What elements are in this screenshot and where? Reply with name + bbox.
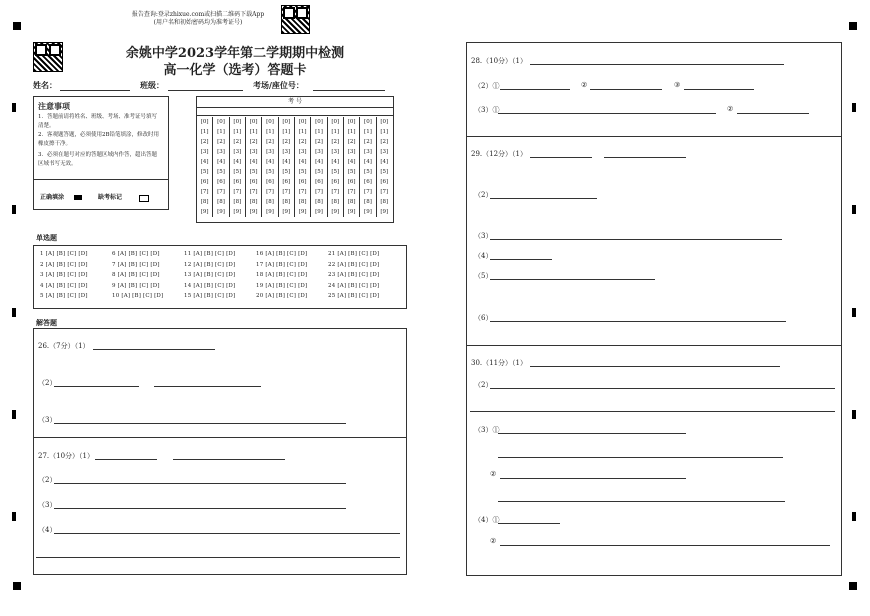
exam-digit-bubble[interactable]: [8]: [278, 197, 294, 207]
answer-line[interactable]: [500, 478, 686, 479]
top-note-line1: 报告查询:登录zhixue.com或扫描二维码下载App: [131, 11, 265, 18]
q30-3: （3）①: [474, 426, 500, 434]
exam-digit-bubble[interactable]: [8]: [213, 197, 229, 207]
exam-digit-bubble[interactable]: [0]: [213, 117, 229, 127]
choice-item-3[interactable]: 3 [A] [B] [C] [D]: [40, 272, 88, 278]
exam-digit-bubble[interactable]: [3]: [294, 147, 310, 157]
exam-digit-bubble[interactable]: [8]: [200, 199, 209, 205]
qr-code-icon: [33, 42, 63, 72]
exam-digit-bubble[interactable]: [0]: [200, 119, 209, 125]
exam-digit-bubble[interactable]: [4]: [311, 157, 327, 167]
exam-digit-bubble[interactable]: [1]: [229, 127, 245, 137]
exam-number-grid: [196, 96, 394, 223]
answer-line[interactable]: [737, 113, 809, 114]
seat-field[interactable]: [313, 90, 385, 91]
exam-digit-bubble[interactable]: [0]: [262, 117, 278, 127]
exam-digit-bubble[interactable]: [9]: [327, 207, 343, 217]
answer-line[interactable]: [490, 259, 552, 260]
exam-digit-bubble[interactable]: [1]: [327, 127, 343, 137]
side-mark: [852, 308, 856, 317]
q26-title: 26.（7分）（1）: [38, 342, 90, 350]
q27-2: （2）: [38, 476, 57, 484]
choice-item-8[interactable]: 8 [A] [B] [C] [D]: [112, 272, 160, 278]
answer-line[interactable]: [54, 508, 346, 509]
exam-digit-bubble[interactable]: [7]: [229, 187, 245, 197]
exam-digit-bubble[interactable]: [5]: [327, 167, 343, 177]
q27-title: 27.（10分）（1）: [38, 452, 94, 460]
exam-digit-bubble[interactable]: [8]: [245, 197, 261, 207]
answer-line[interactable]: [500, 89, 570, 90]
class-field[interactable]: [168, 90, 243, 91]
side-mark: [852, 205, 856, 214]
choice-item-17[interactable]: 17 [A] [B] [C] [D]: [256, 261, 308, 268]
answer-line[interactable]: [498, 113, 716, 114]
choice-item-6[interactable]: 6 [A] [B] [C] [D]: [112, 251, 160, 257]
answer-box-right: [466, 42, 842, 576]
choice-item-20[interactable]: 20 [A] [B] [C] [D]: [256, 293, 308, 299]
corner-mark-top-left: [13, 22, 21, 30]
exam-digit-bubble[interactable]: [7]: [213, 187, 229, 197]
exam-digit-bubble[interactable]: [4]: [343, 157, 359, 167]
q29-3: （3）: [474, 232, 493, 240]
side-mark: [12, 205, 16, 214]
choice-item-19[interactable]: 19 [A] [B] [C] [D]: [256, 282, 308, 289]
q28-2c: ③: [674, 81, 681, 89]
exam-digit-bubble[interactable]: [2]: [278, 137, 294, 147]
exam-digit-bubble[interactable]: [3]: [245, 147, 261, 157]
exam-digit-bubble[interactable]: [8]: [360, 197, 376, 207]
side-mark: [12, 103, 16, 112]
correct-fill-sample: [74, 195, 82, 200]
q30-2: （2）: [474, 381, 493, 389]
correct-fill-label: 正确填涂: [40, 194, 65, 201]
answer-line[interactable]: [590, 89, 662, 90]
answer-line[interactable]: [490, 279, 655, 280]
exam-digit-bubble[interactable]: [9]: [213, 207, 229, 217]
exam-digit-bubble[interactable]: [7]: [245, 187, 261, 197]
class-label: 班级：: [140, 80, 164, 90]
name-label: 姓名：: [33, 80, 57, 90]
answer-line[interactable]: [490, 198, 597, 199]
choice-item-5[interactable]: 5 [A] [B] [C] [D]: [40, 293, 88, 299]
exam-digit-bubble[interactable]: [5]: [294, 167, 310, 177]
q28-3b: ②: [727, 105, 734, 113]
answer-line[interactable]: [93, 349, 215, 350]
exam-digit-bubble[interactable]: [7]: [343, 187, 359, 197]
choice-item-7[interactable]: 7 [A] [B] [C] [D]: [112, 261, 160, 268]
exam-number-bubbles[interactable]: [197, 117, 392, 217]
choice-item-15[interactable]: 15 [A] [B] [C] [D]: [184, 293, 236, 299]
answer-line[interactable]: [470, 411, 835, 412]
exam-digit-bubble[interactable]: [9]: [376, 207, 392, 217]
exam-digit-bubble[interactable]: [6]: [343, 177, 359, 187]
exam-digit-bubble[interactable]: [7]: [376, 187, 392, 197]
exam-digit-bubble[interactable]: [6]: [278, 177, 294, 187]
exam-digit-bubble[interactable]: [7]: [311, 187, 327, 197]
exam-digit-bubble[interactable]: [5]: [360, 167, 376, 177]
choice-item-21[interactable]: 21 [A] [B] [C] [D]: [328, 251, 380, 257]
exam-digit-bubble[interactable]: [7]: [262, 187, 278, 197]
q30-title: 30.（11分）（1）: [471, 359, 527, 367]
answer-line[interactable]: [498, 501, 785, 502]
exam-digit-bubble[interactable]: [5]: [278, 167, 294, 177]
exam-digit-bubble[interactable]: [4]: [278, 157, 294, 167]
exam-digit-bubble[interactable]: [3]: [229, 147, 245, 157]
choice-item-9[interactable]: 9 [A] [B] [C] [D]: [112, 282, 160, 289]
notice-title: 注意事项: [38, 101, 70, 111]
exam-digit-bubble[interactable]: [1]: [262, 127, 278, 137]
exam-digit-bubble[interactable]: [0]: [294, 117, 310, 127]
exam-digit-bubble[interactable]: [5]: [343, 167, 359, 177]
exam-digit-bubble[interactable]: [2]: [360, 137, 376, 147]
choice-answer-box: [33, 245, 407, 309]
answer-line[interactable]: [173, 459, 285, 460]
exam-digit-bubble[interactable]: [0]: [327, 117, 343, 127]
exam-digit-bubble[interactable]: [5]: [245, 167, 261, 177]
exam-digit-bubble[interactable]: [8]: [229, 197, 245, 207]
answer-line[interactable]: [154, 386, 261, 387]
exam-digit-bubble[interactable]: [3]: [327, 147, 343, 157]
exam-digit-bubble[interactable]: [3]: [311, 147, 327, 157]
exam-digit-bubble[interactable]: [7]: [294, 187, 310, 197]
side-mark: [12, 410, 16, 419]
answer-line[interactable]: [500, 545, 830, 546]
choice-item-2[interactable]: 2 [A] [B] [C] [D]: [40, 261, 88, 268]
answer-line[interactable]: [498, 433, 686, 434]
answer-line[interactable]: [530, 366, 780, 367]
seat-label: 考场/座位号：: [253, 80, 304, 90]
exam-digit-bubble[interactable]: [2]: [327, 137, 343, 147]
answer-line[interactable]: [604, 157, 686, 158]
exam-digit-bubble[interactable]: [4]: [245, 157, 261, 167]
exam-digit-bubble[interactable]: [0]: [245, 117, 261, 127]
exam-digit-bubble[interactable]: [2]: [200, 139, 209, 145]
exam-digit-bubble[interactable]: [7]: [278, 187, 294, 197]
choice-item-11[interactable]: 11 [A] [B] [C] [D]: [184, 251, 236, 257]
exam-digit-bubble[interactable]: [0]: [278, 117, 294, 127]
exam-digit-bubble[interactable]: [9]: [311, 207, 327, 217]
q26-3: （3）: [38, 416, 57, 424]
exam-digit-bubble[interactable]: [5]: [213, 167, 229, 177]
exam-digit-bubble[interactable]: [5]: [200, 169, 209, 175]
name-field[interactable]: [60, 90, 130, 91]
exam-digit-bubble[interactable]: [0]: [311, 117, 327, 127]
answer-line[interactable]: [54, 423, 346, 424]
exam-digit-bubble[interactable]: [3]: [213, 147, 229, 157]
exam-digit-bubble[interactable]: [8]: [376, 197, 392, 207]
exam-digit-bubble[interactable]: [6]: [213, 177, 229, 187]
q28-2: （2）①: [474, 82, 500, 90]
exam-digit-bubble[interactable]: [0]: [360, 117, 376, 127]
exam-digit-bubble[interactable]: [6]: [229, 177, 245, 187]
exam-digit-bubble[interactable]: [5]: [376, 167, 392, 177]
q29-4: （4）: [474, 252, 493, 260]
top-note: [118, 11, 278, 27]
q29-5: （5）: [474, 272, 493, 280]
choice-section-title: 单选题: [36, 233, 57, 242]
notice-item: 3．必须在题号对应的答题区域内作答，超出答题区域书写无效。: [38, 152, 158, 167]
exam-digit-bubble[interactable]: [3]: [376, 147, 392, 157]
notice-item: 1．答题前请将姓名、班级、考场、准考证号填写清楚。: [38, 114, 158, 129]
q30-4b: ②: [490, 537, 497, 545]
answer-line[interactable]: [498, 523, 560, 524]
answer-line[interactable]: [54, 483, 346, 484]
exam-digit-bubble[interactable]: [0]: [343, 117, 359, 127]
q27-4: （4）: [38, 526, 57, 534]
exam-digit-bubble[interactable]: [1]: [213, 127, 229, 137]
exam-digit-bubble[interactable]: [6]: [262, 177, 278, 187]
corner-mark-top-right: [849, 22, 857, 30]
choice-item-14[interactable]: 14 [A] [B] [C] [D]: [184, 282, 236, 289]
exam-digit-bubble[interactable]: [3]: [343, 147, 359, 157]
exam-digit-bubble[interactable]: [3]: [200, 149, 209, 155]
answer-line[interactable]: [530, 157, 592, 158]
exam-digit-bubble[interactable]: [8]: [327, 197, 343, 207]
side-mark: [12, 512, 16, 521]
answer-line[interactable]: [490, 388, 835, 389]
exam-digit-bubble[interactable]: [2]: [343, 137, 359, 147]
exam-digit-bubble[interactable]: [9]: [360, 207, 376, 217]
exam-digit-bubble[interactable]: [1]: [294, 127, 310, 137]
exam-digit-bubble[interactable]: [1]: [245, 127, 261, 137]
side-mark: [852, 103, 856, 112]
notice-item: 2．客观题答题，必须使用2B铅笔填涂，修改时用橡皮擦干净。: [38, 132, 160, 147]
top-note-line2: (用户名和初始密码均为准考证号): [153, 19, 243, 26]
exam-digit-bubble[interactable]: [2]: [376, 137, 392, 147]
exam-digit-bubble[interactable]: [5]: [262, 167, 278, 177]
exam-digit-bubble[interactable]: [9]: [343, 207, 359, 217]
exam-digit-bubble[interactable]: [9]: [229, 207, 245, 217]
absent-mark-box[interactable]: [139, 195, 149, 202]
q30-3b: ②: [490, 470, 497, 478]
school-title: 余姚中学2023学年第二学期期中检测: [125, 46, 345, 61]
q28-3: （3）①: [474, 106, 500, 114]
exam-digit-bubble[interactable]: [3]: [262, 147, 278, 157]
qr-code-icon: [281, 5, 310, 34]
choice-item-4[interactable]: 4 [A] [B] [C] [D]: [40, 282, 88, 289]
exam-digit-bubble[interactable]: [9]: [278, 207, 294, 217]
exam-digit-bubble[interactable]: [1]: [376, 127, 392, 137]
answer-line[interactable]: [530, 64, 784, 65]
absent-mark-label: 缺考标记: [98, 194, 123, 201]
answer-line[interactable]: [95, 459, 157, 460]
exam-digit-bubble[interactable]: [4]: [213, 157, 229, 167]
side-mark: [852, 410, 856, 419]
exam-digit-bubble[interactable]: [9]: [294, 207, 310, 217]
exam-digit-bubble[interactable]: [2]: [229, 137, 245, 147]
exam-digit-bubble[interactable]: [2]: [213, 137, 229, 147]
exam-digit-bubble[interactable]: [7]: [327, 187, 343, 197]
exam-digit-bubble[interactable]: [6]: [360, 177, 376, 187]
corner-mark-bottom-right: [849, 582, 857, 590]
exam-digit-bubble[interactable]: [2]: [311, 137, 327, 147]
answer-line[interactable]: [490, 321, 786, 322]
exam-digit-bubble[interactable]: [6]: [245, 177, 261, 187]
q27-3: （3）: [38, 501, 57, 509]
q29-title: 29.（12分）（1）: [471, 150, 527, 158]
exam-digit-bubble[interactable]: [4]: [376, 157, 392, 167]
choice-item-23[interactable]: 23 [A] [B] [C] [D]: [328, 272, 380, 278]
exam-digit-bubble[interactable]: [1]: [343, 127, 359, 137]
exam-digit-bubble[interactable]: [6]: [200, 179, 209, 185]
exam-digit-bubble[interactable]: [4]: [360, 157, 376, 167]
exam-digit-bubble[interactable]: [6]: [327, 177, 343, 187]
exam-digit-bubble[interactable]: [3]: [278, 147, 294, 157]
exam-digit-bubble[interactable]: [1]: [311, 127, 327, 137]
exam-digit-bubble[interactable]: [4]: [229, 157, 245, 167]
q30-4: （4）①: [474, 516, 500, 524]
exam-digit-bubble[interactable]: [5]: [311, 167, 327, 177]
exam-digit-bubble[interactable]: [3]: [360, 147, 376, 157]
exam-digit-bubble[interactable]: [0]: [376, 117, 392, 127]
exam-number-label: 考 号: [288, 98, 302, 105]
exam-digit-bubble[interactable]: [8]: [294, 197, 310, 207]
exam-digit-bubble[interactable]: [0]: [229, 117, 245, 127]
q29-6: （6）: [474, 314, 493, 322]
exam-digit-bubble[interactable]: [4]: [262, 157, 278, 167]
exam-digit-bubble[interactable]: [8]: [311, 197, 327, 207]
exam-digit-bubble[interactable]: [1]: [200, 129, 209, 135]
exam-digit-bubble[interactable]: [9]: [245, 207, 261, 217]
exam-digit-bubble[interactable]: [8]: [343, 197, 359, 207]
answer-line[interactable]: [490, 239, 782, 240]
exam-digit-bubble[interactable]: [7]: [200, 189, 209, 195]
exam-digit-bubble[interactable]: [6]: [311, 177, 327, 187]
subject-title: 高一化学（选考）答题卡: [163, 63, 307, 78]
answer-line[interactable]: [54, 386, 139, 387]
answer-line[interactable]: [498, 457, 783, 458]
choice-item-25[interactable]: 25 [A] [B] [C] [D]: [328, 293, 380, 299]
exam-digit-bubble[interactable]: [2]: [262, 137, 278, 147]
exam-digit-bubble[interactable]: [4]: [294, 157, 310, 167]
exam-digit-bubble[interactable]: [9]: [262, 207, 278, 217]
choice-item-16[interactable]: 16 [A] [B] [C] [D]: [256, 251, 308, 257]
exam-digit-bubble[interactable]: [4]: [200, 159, 209, 165]
choice-item-1[interactable]: 1 [A] [B] [C] [D]: [40, 251, 88, 257]
exam-digit-bubble[interactable]: [2]: [245, 137, 261, 147]
q28-2b: ②: [581, 81, 588, 89]
exam-digit-bubble[interactable]: [2]: [294, 137, 310, 147]
q26-2: （2）: [38, 379, 57, 387]
side-mark: [852, 512, 856, 521]
choice-item-18[interactable]: 18 [A] [B] [C] [D]: [256, 272, 308, 278]
q29-2: （2）: [474, 191, 493, 199]
exam-digit-bubble[interactable]: [1]: [360, 127, 376, 137]
exam-digit-bubble[interactable]: [5]: [229, 167, 245, 177]
q28-title: 28.（10分）（1）: [471, 57, 527, 65]
exam-digit-bubble[interactable]: [4]: [327, 157, 343, 167]
choice-item-24[interactable]: 24 [A] [B] [C] [D]: [328, 282, 380, 289]
corner-mark-bottom-left: [13, 582, 21, 590]
exam-digit-bubble[interactable]: [6]: [376, 177, 392, 187]
choice-item-13[interactable]: 13 [A] [B] [C] [D]: [184, 272, 236, 278]
exam-digit-bubble[interactable]: [6]: [294, 177, 310, 187]
answer-line[interactable]: [684, 89, 754, 90]
answer-line[interactable]: [54, 533, 400, 534]
exam-digit-bubble[interactable]: [8]: [262, 197, 278, 207]
exam-digit-bubble[interactable]: [9]: [200, 209, 209, 215]
answer-line[interactable]: [36, 557, 400, 558]
exam-digit-bubble[interactable]: [7]: [360, 187, 376, 197]
choice-item-22[interactable]: 22 [A] [B] [C] [D]: [328, 261, 380, 268]
choice-item-10[interactable]: 10 [A] [B] [C] [D]: [112, 293, 164, 299]
answer-section-title: 解答题: [36, 318, 57, 327]
notice-box: [33, 96, 169, 210]
choice-item-12[interactable]: 12 [A] [B] [C] [D]: [184, 261, 236, 268]
exam-digit-bubble[interactable]: [1]: [278, 127, 294, 137]
side-mark: [12, 308, 16, 317]
